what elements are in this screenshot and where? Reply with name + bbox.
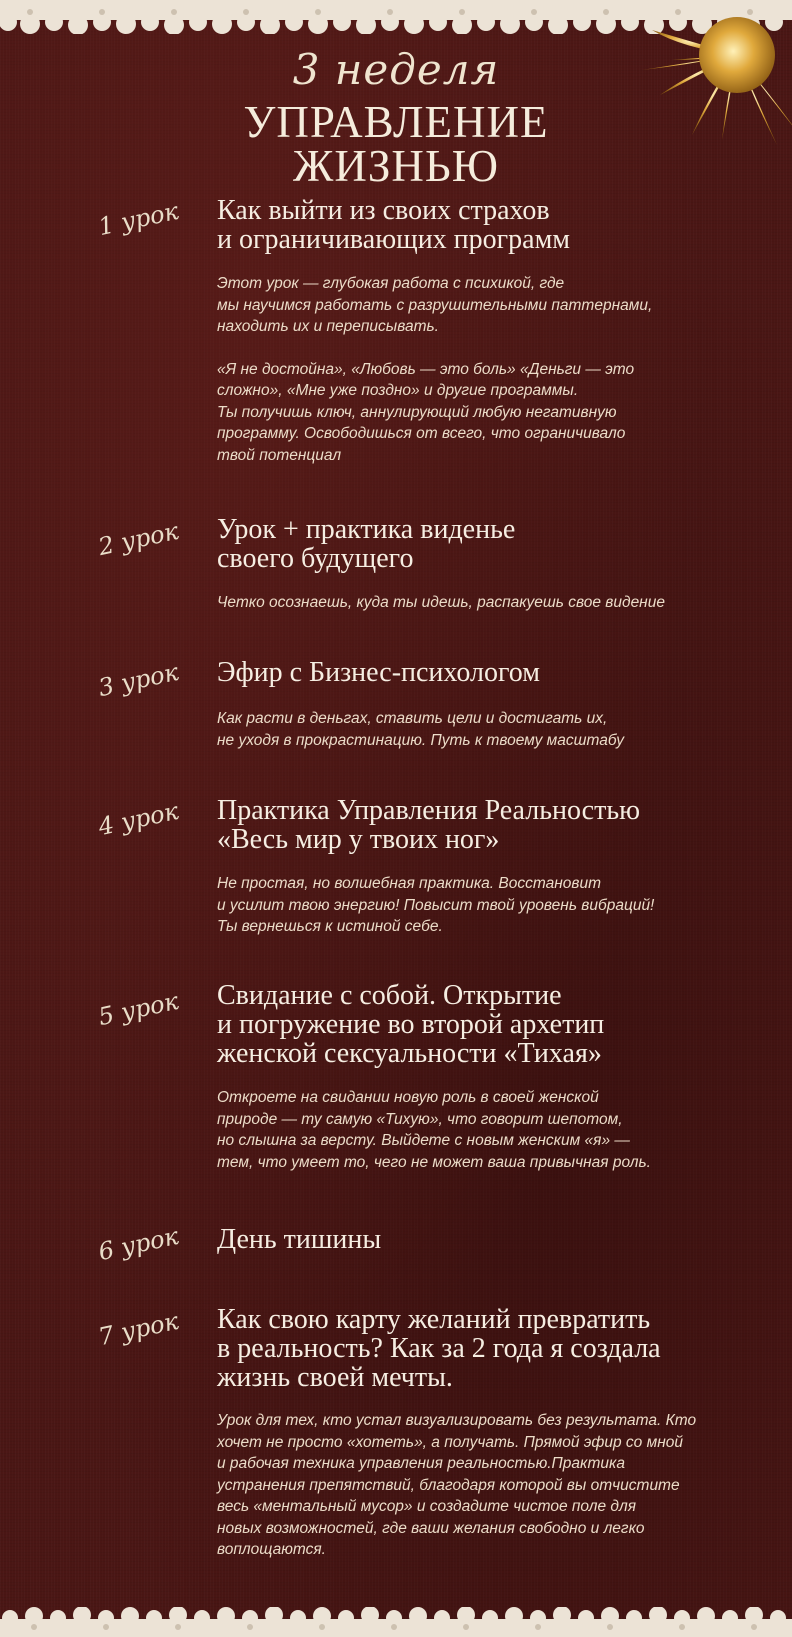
lesson-description bbox=[217, 873, 777, 938]
page-title-line-2: ЖИЗНЬЮ bbox=[293, 141, 499, 191]
lesson-paragraph: Откроете на свидании новую роль в своей женской природе — ту самую «Тихую», что говорит шепотом, но слышна за версту. Выйдете с новым женским «я» — тем, что умеет то, чего не может ваша привычная роль. bbox=[217, 1089, 651, 1171]
lesson-paragraph: Четко осознаешь, куда ты идешь, распакуешь свое видение bbox=[217, 594, 665, 611]
lace-border-bottom bbox=[0, 1607, 792, 1637]
lesson-paragraph: Этот урок — глубокая работа с психикой, где мы научимся работать с разрушительными паттернами, находить их и переписывать. bbox=[217, 275, 653, 335]
lesson-number: 6 урок bbox=[95, 1221, 181, 1267]
lesson-title: Урок + практика виденье своего будущего bbox=[217, 514, 516, 574]
lesson-description bbox=[217, 1087, 777, 1173]
lesson-number: 2 урок bbox=[95, 516, 181, 562]
lesson-number: 3 урок bbox=[95, 657, 181, 703]
lesson-paragraph: «Я не достойна», «Любовь — это боль» «Деньги — это сложно», «Мне уже поздно» и другие программы. Ты получишь ключ, аннулирующий любую негативную программу. Освободишься от всего, что ограничивало твой потенциал bbox=[217, 360, 635, 464]
lesson-description bbox=[217, 1410, 777, 1561]
lesson-title: Эфир с Бизнес-психологом bbox=[217, 657, 540, 688]
lesson-paragraph: Как расти в деньгах, ставить цели и достигать их, не уходя в прокрастинацию. Путь к твоему масштабу bbox=[217, 710, 625, 749]
lesson-number: 5 урок bbox=[95, 986, 181, 1032]
lesson-title: Свидание с собой. Открытие и погружение во второй архетип женской сексуальности «Тихая» bbox=[217, 980, 605, 1069]
lesson-title: Практика Управления Реальностью «Весь мир у твоих ног» bbox=[217, 795, 641, 855]
lesson-paragraph: Не простая, но волшебная практика. Восстановит и усилит твою энергию! Повысит твой уровень вибраций! Ты вернешься к истиной себе. bbox=[217, 875, 655, 935]
page-title bbox=[0, 97, 792, 191]
week-label: 3 неделя bbox=[292, 45, 500, 94]
lesson-number: 7 урок bbox=[95, 1306, 181, 1352]
lesson-title: Как свою карту желаний превратить в реальность? Как за 2 года я создала жизнь своей мечты. bbox=[217, 1304, 661, 1393]
lesson-description bbox=[217, 592, 777, 614]
page-title-line-1: УПРАВЛЕНИЕ bbox=[243, 97, 549, 147]
lesson-paragraph: Урок для тех, кто устал визуализировать без результата. Кто хочет не просто «хотеть», а получать. Прямой эфир со мной и рабочая техника управления реальностью.Практика устранения препятствий, благодаря которой вы отчистите весь «ментальный мусор» и создадите чистое поле для новых возможностей, где ваши желания свободно и легко воплощаются. bbox=[217, 1412, 697, 1558]
lesson-description bbox=[217, 708, 777, 751]
lesson-title: День тишины bbox=[217, 1224, 382, 1255]
lesson-description bbox=[217, 273, 777, 466]
lesson-number: 4 урок bbox=[95, 796, 181, 842]
lesson-number: 1 урок bbox=[95, 196, 181, 242]
lesson-title: Как выйти из своих страхов и ограничивающих программ bbox=[217, 195, 571, 255]
